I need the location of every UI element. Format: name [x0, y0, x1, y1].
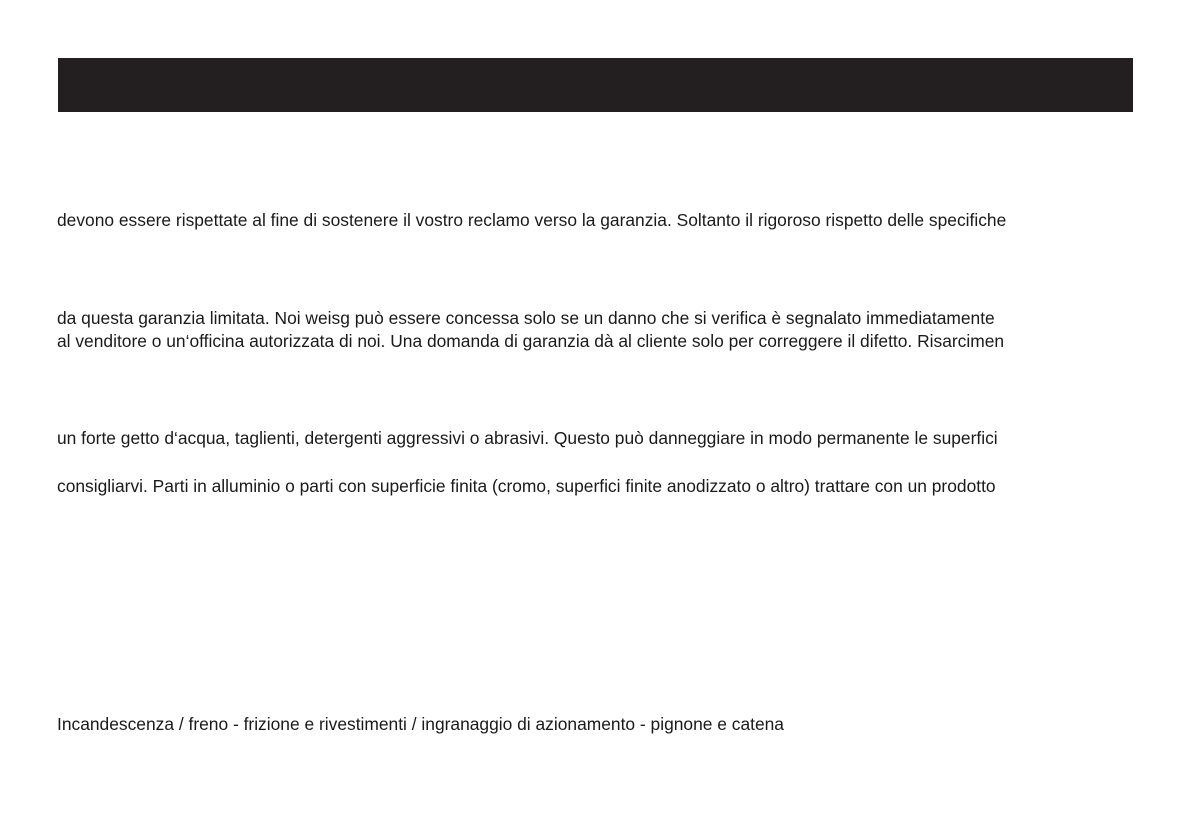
text-line-aluminium-parts: consigliarvi. Parti in alluminio o parti con superficie finita (cromo, superfici finite anodizzato o altro) trattare con un prodotto — [57, 476, 996, 496]
text-line-water-jet: un forte getto d‘acqua, taglienti, detergenti aggressivi o abrasivi. Questo può danneggiare in modo permanente le superfici — [57, 428, 998, 448]
text-line-authorized-workshop: al venditore o un‘officina autorizzata di noi. Una domanda di garanzia dà al cliente solo per correggere il difetto. Risarcimen — [57, 331, 1005, 351]
text-line-wear-parts: Incandescenza / freno - frizione e rivestimenti / ingranaggio di azionamento - pignone e catena — [57, 714, 784, 734]
text-line-warranty-specs: devono essere rispettate al fine di sostenere il vostro reclamo verso la garanzia. Soltanto il rigoroso rispetto delle specifiche — [57, 210, 1007, 230]
header-bar — [58, 58, 1133, 112]
text-line-limited-warranty: da questa garanzia limitata. Noi weisg può essere concessa solo se un danno che si verifica è segnalato immediatamente — [57, 308, 995, 328]
